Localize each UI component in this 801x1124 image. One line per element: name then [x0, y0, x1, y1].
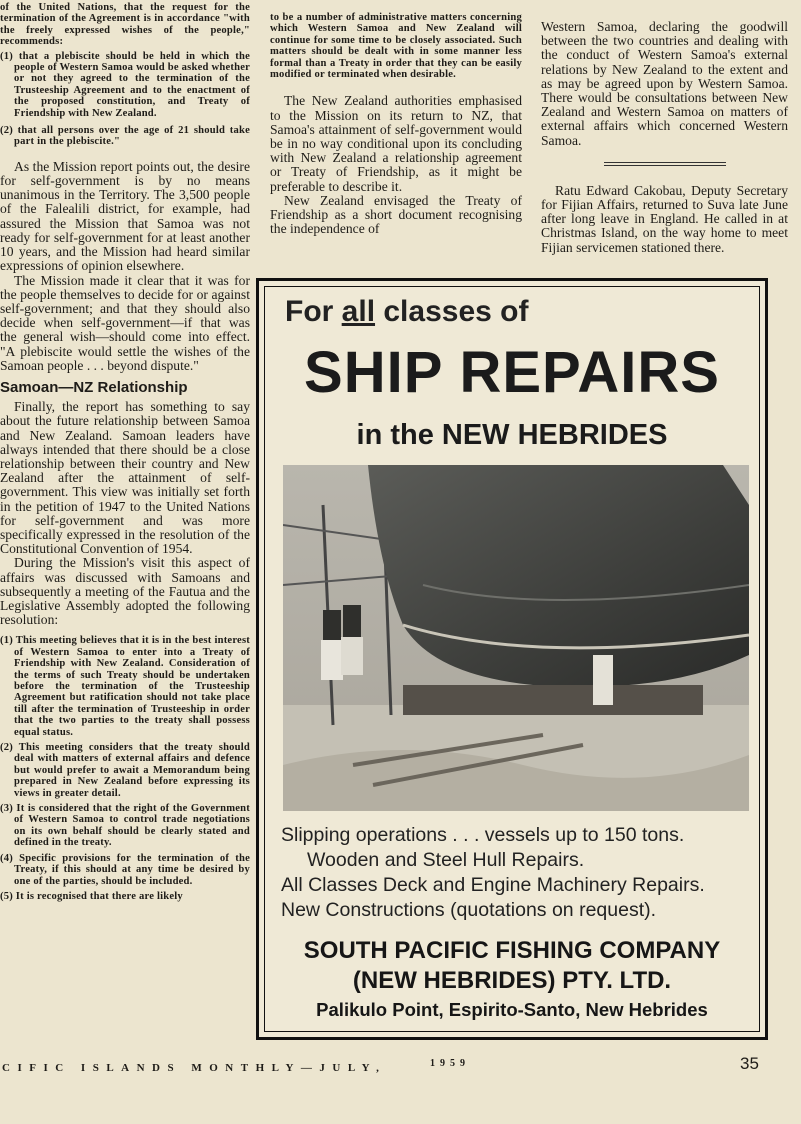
ad-address: Palikulo Point, Espirito-Santo, New Hebrides [316, 999, 708, 1020]
resolution-continued: to be a number of administrative matters concerning which Western Samoa and New Zealand will continue for some time to be closely associated. Such matters should be dealt with in some manner less formal than a Treaty in order that they can be easily modified or terminated when desirable. [270, 12, 522, 81]
ad-services-list [281, 823, 705, 923]
resolution-item: (4) Specific provisions for the termination of the Treaty, if this should at any time be desired by one of the parties, should be included. [0, 852, 250, 887]
resolution-item: (5) It is recognised that there are likely [0, 890, 183, 902]
recommendation-2: (2) that all persons over the age of 21 should take part in the plebiscite." [0, 125, 250, 148]
page-number: 35 [740, 1054, 759, 1073]
ad-subtitle: in the NEW HEBRIDES [356, 419, 668, 451]
running-head: CIFIC ISLANDS MONTHLY—JULY, [2, 1062, 387, 1074]
resolution-item: (1) This meeting believes that it is in the best interest of Western Samoa to enter into a Treaty of Friendship with New Zealand. Consideration of the terms of such Treaty should be undertaken before the termination of the Trusteeship Agreement but ratification should not take place till after the termination of Trusteeship in order that the two parties to the treaty shall possess equal status. [0, 635, 250, 738]
paragraph: Finally, the report has something to say about the future relationship between Samoa and New Zealand. Samoan leaders have always intended that there should be a close relationship between their country and New Zealand after the attainment of self-government. This view was initially set forth in the petition of 1947 to the United Nations for self-government and was more specifically expressed in the resolution of the Constitutional Convention of 1954. [0, 399, 250, 557]
ad-title: SHIP REPAIRS [304, 340, 720, 405]
paragraph: New Zealand envisaged the Treaty of Friendship as a short document recognising the independence of [270, 192, 522, 237]
recommendation-1: (1) that a plebiscite should be held in which the people of Western Samoa would be asked whether or not they agreed to the termination of the Trusteeship Agreement and to the enactment of the proposed constitution, and Treaty of Friendship with New Zealand. [0, 50, 250, 119]
ad-company-name: SOUTH PACIFIC FISHING COMPANY (NEW HEBRIDES) PTY. LTD. [303, 937, 721, 994]
resolution-item: (3) It is considered that the right of the Government of Western Samoa to control trade negotiations on its own behalf should be clearly stated and defined in the treaty. [0, 803, 250, 849]
paragraph: The New Zealand authorities emphasised to the Mission on its return to NZ, that Samoa's attainment of self-government would be in no way conditional upon its concluding with New Zealand a relationship agreement or Treaty of Friendship, as it might be preferable to describe it. [270, 93, 522, 194]
ad-service-line: Wooden and Steel Hull Repairs. [307, 849, 585, 871]
paragraph: Western Samoa, declaring the goodwill between the two countries and dealing with the conduct of Western Samoa's external relations by New Zealand to the extent and as may be agreed upon by Western Samoa. There would be consultations between New Zealand and Western Samoa on matters of external affairs which concerned Western Samoa. [541, 19, 788, 148]
resolution-intro: of the United Nations, that the request for the termination of the Agreement is in accordance "with the freely expressed wishes of the people," recommends: [0, 2, 250, 48]
ship-hull-photo [283, 465, 749, 811]
article-column-right [541, 20, 788, 255]
resolution-item: (2) This meeting considers that the treaty should deal with matters of external affairs and defence but would prefer to await a Memorandum being prepared in New Zealand before expressing its views in greater detail. [0, 742, 250, 799]
ad-service-line: Slipping operations . . . vessels up to 150 tons. [281, 824, 685, 846]
ship-repairs-advertisement [256, 278, 768, 1040]
ad-service-line: New Constructions (quotations on request). [281, 899, 657, 921]
page-footer [0, 1054, 801, 1078]
paragraph: As the Mission report points out, the desire for self-government is by no means unanimous in the Territory. The 3,500 people of the Falealili district, for example, had assured the Mission that Samoa was not ready for self-government for at least another 10 years, and the Mission had heard similar expressions of opinion elsewhere. [0, 158, 250, 274]
ad-service-line: All Classes Deck and Engine Machinery Repairs. [281, 874, 705, 896]
paragraph: The Mission made it clear that it was for the people themselves to decide for or against self-government; and that they should also decide when self-government—if that was the general wish—should come into effect. "A plebiscite would settle the wishes of the Samoan people . . . beyond dispute." [0, 272, 250, 373]
article-column-middle [270, 12, 522, 236]
article-column-left [0, 2, 250, 902]
ad-headline: For all classes of [285, 295, 529, 328]
news-brief: Ratu Edward Cakobau, Deputy Secretary for Fijian Affairs, returned to Suva late June after long leave in England. He called in at Christmas Island, on the way home to meet Fijian servicemen stationed there. [541, 182, 788, 255]
divider [604, 162, 726, 166]
paragraph: During the Mission's visit this aspect of affairs was discussed with Samoans and subsequently a meeting of the Fautua and the Legislative Assembly adopted the following resolution: [0, 555, 250, 628]
section-heading: Samoan—NZ Relationship [0, 378, 188, 396]
footer-year: 1959 [430, 1058, 470, 1069]
